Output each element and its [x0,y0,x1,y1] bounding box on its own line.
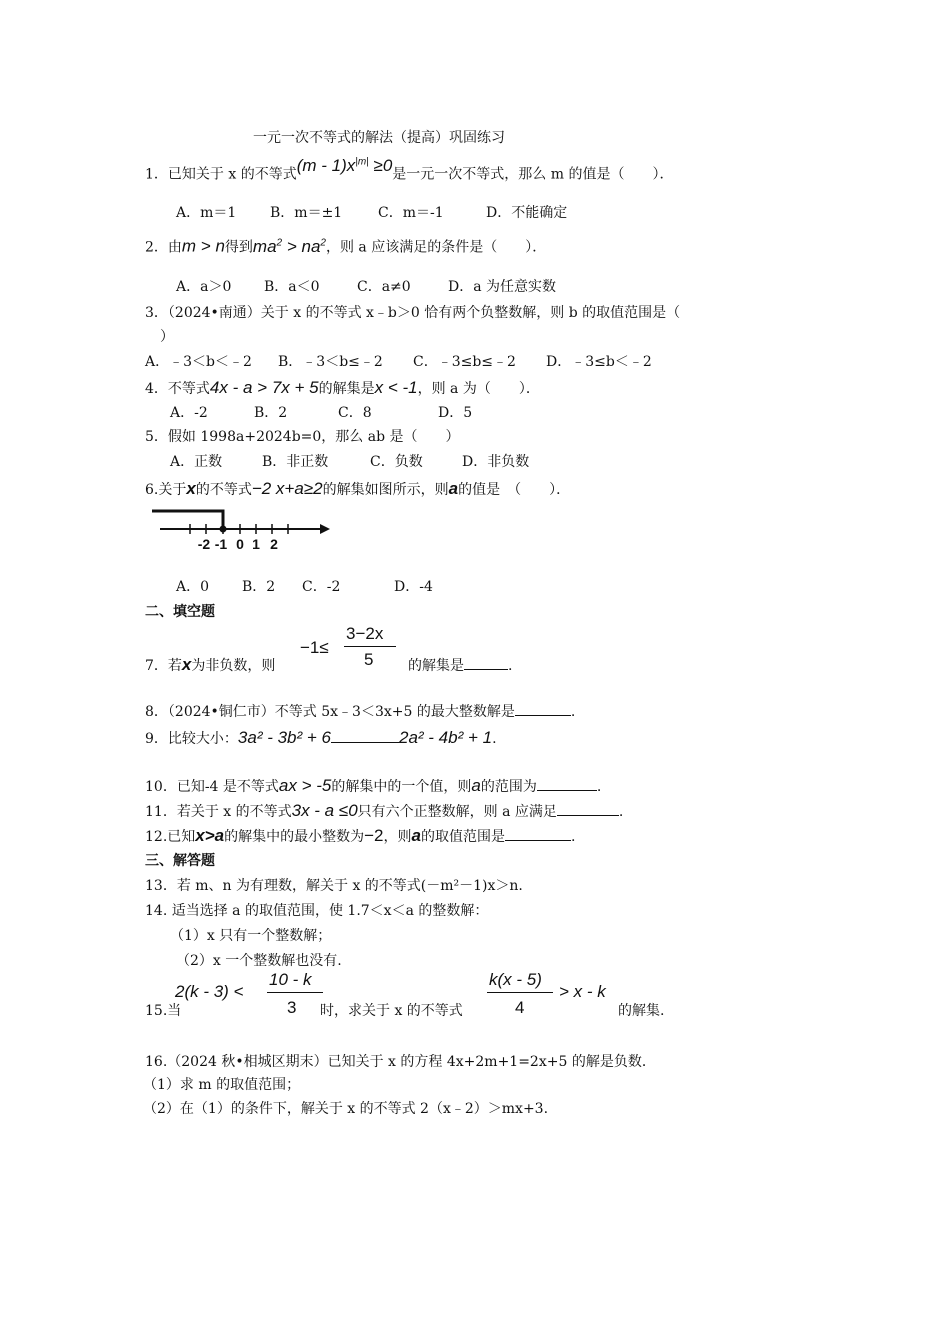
question-14: 14. 适当选择 a 的取值范围，使 1.7＜x＜a 的整数解： [145,903,489,919]
q3-option-d: D．﹣3≤b＜﹣2 [546,354,652,370]
q15-denominator-2: 4 [515,998,525,1017]
question-5: 5．假如 1998a+2024b=0，那么 ab 是（ ） [145,429,460,445]
q5-option-c: C．负数 [370,454,423,470]
q6-options [176,577,433,597]
question-4 [145,378,540,399]
number-line-figure [148,503,338,553]
q5-option-b: B．非正数 [262,454,329,470]
section-2-heading: 二、填空题 [145,604,215,620]
question-9 [145,728,497,749]
q6-option-a: A．0 [176,579,210,595]
question-2 [145,233,546,258]
q14-part-2: （2）x 一个整数解也没有. [176,953,342,969]
q4-math-2: x < -1 [374,378,418,397]
q11-blank[interactable] [557,801,619,816]
question-8 [145,701,575,722]
q12-var: a [411,826,421,845]
q2-option-d: D．a 为任意实数 [448,279,557,295]
q2-mid: 得到 [224,239,253,256]
q1-math-tail: ≥0 [368,155,393,175]
question-6 [145,479,570,500]
q6-prefix: 6.关于 [145,482,187,498]
solution-bracket [152,511,223,527]
label-2: 2 [270,536,278,552]
q12-suffix: 的取值范围是 [420,829,505,845]
q6-option-b: B．2 [242,579,276,595]
q4-option-c: C．8 [338,405,372,421]
q1-option-d: D．不能确定 [486,205,568,221]
q4-options [170,403,472,423]
q15-rhs: > x - k [559,982,606,1001]
q15-fraction-bar-2 [487,992,553,993]
q7-answer [408,655,512,676]
q7-var: x [181,655,192,674]
q12-end: . [570,829,576,845]
question-16: 16.（2024 秋•相城区期末）已知关于 x 的方程 4x+2m+1=2x+5 的解是负数． [145,1054,656,1070]
q9-expr-2: 2a² - 4b² + 1 [399,728,493,747]
q2-math-2b: > na [282,236,321,256]
q3-option-a: A．﹣3＜b＜﹣2 [145,354,252,370]
q7-mid: 为非负数，则 [191,658,276,674]
q2-math-2a: ma [252,236,277,256]
q2-math-2 [253,237,326,256]
q7-blank[interactable] [464,655,508,670]
q4-math: 4x - a > 7x + 5 [209,378,319,397]
q12-mid: 的解集中的最小整数为 [224,829,365,845]
q6-math: −2 x+a≥2 [251,479,323,498]
q6-mid2: 的解集如图所示，则 [322,482,449,498]
question-1 [145,155,674,185]
q16-part-2: （2）在（1）的条件下，解关于 x 的不等式 2（x﹣2）＞mx+3. [143,1101,549,1117]
q3-option-c: C．﹣3≤b≤﹣2 [413,354,516,370]
q12-prefix: 12.已知 [145,829,196,845]
q6-suffix: 的值是 （ ）． [458,482,571,498]
number-line-arrow [320,524,330,534]
q10-prefix: 10．已知-4 是不等式 [145,779,279,795]
q6-var-a: a [448,479,459,498]
q2-math-1: m > n [181,236,225,256]
q7-inequality [300,624,410,674]
q11-prefix: 11．若关于 x 的不等式 [145,804,292,820]
page-title: 一元一次不等式的解法（提高）巩固练习 [253,130,505,146]
q16-part-1: （1）求 m 的取值范围； [143,1077,301,1093]
q12-mid2: ，则 [383,829,412,845]
q11-math: 3x - a ≤0 [291,801,358,820]
q9-expr-1: 3a² - 3b² + 6 [237,728,331,747]
q1-options [176,203,567,223]
q4-prefix: 4．不等式 [145,381,210,397]
q1-suffix: 是一元一次不等式，那么 m 的值是（ ）． [392,166,674,183]
q4-option-d: D．5 [438,405,473,421]
q12-blank[interactable] [505,826,571,841]
q1-math-base: (m - 1)x [296,155,356,175]
q8-text: 8．（2024•铜仁市）不等式 5x﹣3＜3x+5 的最大整数解是 [145,704,515,720]
q7-denominator: 5 [364,650,374,669]
q6-option-c: C．-2 [302,579,341,595]
q8-end: . [570,704,576,720]
q4-option-b: B．2 [254,405,288,421]
q2-suffix: ，则 a 应该满足的条件是（ ）． [325,239,547,256]
section-3-heading: 三、解答题 [145,853,215,869]
q12-math: x>a [195,826,225,845]
question-3: 3．（2024•南通）关于 x 的不等式 x﹣b＞0 恰有两个负整数解，则 b 的取值范围是（ [145,305,681,321]
q10-suffix: 的范围为 [480,779,537,795]
q7-end: . [508,658,513,674]
q15-lhs: 2(k - 3) < [175,982,244,1001]
q7-prefix: 7．若 [145,658,182,674]
q10-mid: 的解集中的一个值，则 [331,779,472,795]
q15-condition [175,970,325,1022]
q1-option-c: C．m＝-1 [378,205,444,221]
q8-blank[interactable] [515,701,571,716]
q5-option-a: A．正数 [170,454,223,470]
q1-prefix: 1．已知关于 x 的不等式 [145,166,297,183]
question-15-prefix: 15.当 [145,1003,182,1019]
q7-numerator: 3−2x [346,624,384,643]
q7-lhs: −1≤ [300,638,329,657]
label-minus-1: -1 [214,536,228,552]
label-1: 1 [252,536,260,552]
q2-sup-a: 2 [276,237,283,248]
q9-end: . [492,731,497,747]
question-13: 13．若 m、n 为有理数，解关于 x 的不等式(－m²－1)x＞n. [145,878,523,894]
q4-suffix: ，则 a 为（ ）． [417,381,540,397]
q4-option-a: A．-2 [170,405,208,421]
question-12 [145,826,575,847]
q14-part-1: （1）x 只有一个整数解； [170,928,332,944]
q15-suffix: 的解集. [618,1003,665,1019]
q11-end: . [618,804,624,820]
label-minus-2: -2 [197,536,211,552]
q15-fraction-bar-1 [267,992,323,993]
q6-var-x: x [186,479,196,498]
question-10 [145,776,601,797]
question-11 [145,801,623,822]
q1-math [297,156,393,175]
q3-option-b: B．﹣3＜b≤﹣2 [278,354,383,370]
q10-var: a [471,776,481,795]
q3-close-paren: ） [160,329,174,345]
q2-option-b: B．a＜0 [264,279,320,295]
q11-suffix: 只有六个正整数解，则 a 应满足 [357,804,557,820]
q6-mid: 的不等式 [195,482,252,498]
q15-numerator-1: 10 - k [269,970,312,989]
q2-option-c: C．a≠0 [357,279,411,295]
q6-option-d: D．-4 [394,579,433,595]
q2-options [176,277,556,297]
q12-math-2: −2 [364,826,384,845]
q15-numerator-2: k(x - 5) [489,970,542,989]
q1-option-b: B．m＝±1 [270,205,343,221]
q7-fraction-bar [344,646,396,647]
q4-mid: 的解集是 [318,381,375,397]
q15-mid: 时，求关于 x 的不等式 [320,1003,463,1019]
q10-blank[interactable] [537,776,597,791]
label-0: 0 [236,536,244,552]
q1-math-sup: |m| [355,156,369,167]
q5-option-d: D．非负数 [462,454,530,470]
q10-math: ax > -5 [278,776,332,795]
q2-sup-b: 2 [320,237,326,248]
q2-prefix: 2．由 [145,239,182,256]
q15-denominator-1: 3 [287,998,297,1017]
q9-prefix: 9．比较大小： [145,731,238,747]
question-7 [145,655,275,676]
q3-options [145,352,652,372]
q7-suffix: 的解集是 [408,658,464,674]
q9-blank[interactable] [331,728,399,743]
q15-inequality [487,970,622,1022]
q1-option-a: A．m＝1 [176,205,237,221]
q5-options [170,452,529,472]
q2-option-a: A．a＞0 [176,279,232,295]
q10-end: . [596,779,602,795]
